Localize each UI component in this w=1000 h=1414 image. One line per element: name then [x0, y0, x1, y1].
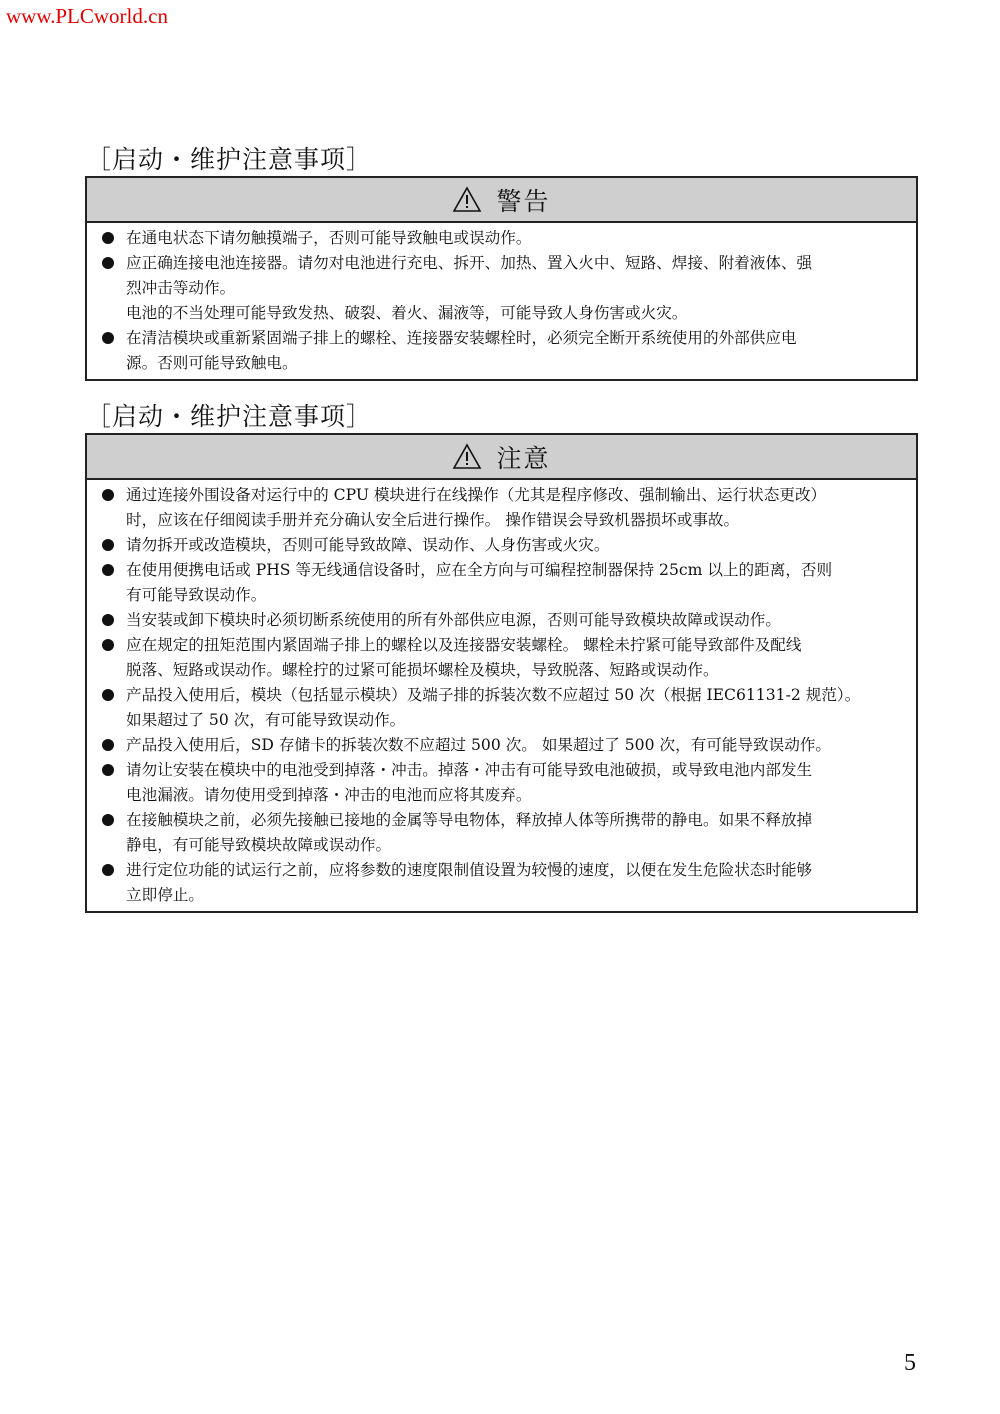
- list-item: [87, 608, 916, 633]
- list-item: [87, 808, 916, 858]
- list-item-line: 在清洁模块或重新紧固端子排上的螺栓、连接器安装螺栓时，必须完全断开系统使用的外部供应电: [126, 329, 797, 347]
- bullet-icon: [102, 814, 114, 826]
- list-item-line: 源。否则可能导致触电。: [126, 354, 298, 372]
- bullet-icon: [102, 639, 114, 651]
- list-item-line: 请勿让安装在模块中的电池受到掉落・冲击。掉落・冲击有可能导致电池破损，或导致电池内部发生: [126, 761, 813, 779]
- warning-header: [87, 178, 916, 223]
- list-item-line: 通过连接外围设备对运行中的 CPU 模块进行在线操作（尤其是程序修改、强制输出、运行状态更改）: [126, 486, 827, 504]
- caution-list: [87, 480, 916, 911]
- bullet-icon: [102, 764, 114, 776]
- warning-list: [87, 223, 916, 379]
- list-item-line: 电池漏液。请勿使用受到掉落・冲击的电池而应将其废弃。: [126, 786, 532, 804]
- list-item: [87, 858, 916, 908]
- bullet-icon: [102, 257, 114, 269]
- list-item-line: 当安装或卸下模块时必须切断系统使用的所有外部供应电源，否则可能导致模块故障或误动作。: [126, 611, 781, 629]
- caution-header-label: 注意: [496, 443, 551, 473]
- list-item-line: 时，应该在仔细阅读手册并充分确认安全后进行操作。 操作错误会导致机器损坏或事故。: [126, 511, 740, 529]
- list-item: [87, 733, 916, 758]
- list-item: [87, 251, 916, 326]
- list-item-line: 应在规定的扭矩范围内紧固端子排上的螺栓以及连接器安装螺栓。 螺栓未拧紧可能导致部件及配线: [126, 636, 802, 654]
- list-item-line: 在接触模块之前，必须先接触已接地的金属等导电物体，释放掉人体等所携带的静电。如果不释放掉: [126, 811, 813, 829]
- list-item: [87, 483, 916, 533]
- list-item: [87, 326, 916, 376]
- page-number: 5: [904, 1350, 916, 1376]
- list-item: [87, 683, 916, 733]
- list-item: [87, 558, 916, 608]
- watermark-text: www.PLCworld.cn: [6, 4, 168, 28]
- bullet-icon: [102, 689, 114, 701]
- bullet-icon: [102, 489, 114, 501]
- bullet-icon: [102, 332, 114, 344]
- list-item-line: 立即停止。: [126, 886, 204, 904]
- list-item-line: 请勿拆开或改造模块，否则可能导致故障、误动作、人身伤害或火灾。: [126, 536, 610, 554]
- bullet-icon: [102, 864, 114, 876]
- warning-box: [85, 176, 918, 381]
- bullet-icon: [102, 739, 114, 751]
- bullet-icon: [102, 232, 114, 244]
- warning-header-label: 警告: [496, 186, 551, 216]
- caution-header: [87, 435, 916, 480]
- list-item-line: 有可能导致误动作。: [126, 586, 267, 604]
- list-item-line: 在通电状态下请勿触摸端子，否则可能导致触电或误动作。: [126, 229, 532, 247]
- list-item-line: 在使用便携电话或 PHS 等无线通信设备时，应在全方向与可编程控制器保持 25cm 以上的距离，否则: [126, 561, 833, 579]
- list-item-line: 静电，有可能导致模块故障或误动作。: [126, 836, 392, 854]
- bullet-icon: [102, 539, 114, 551]
- list-item-line: 电池的不当处理可能导致发热、破裂、着火、漏液等，可能导致人身伤害或火灾。: [126, 304, 688, 322]
- list-item: [87, 226, 916, 251]
- list-item-line: 如果超过了 50 次，有可能导致误动作。: [126, 711, 406, 729]
- list-item-line: 进行定位功能的试运行之前，应将参数的速度限制值设置为较慢的速度，以便在发生危险状态时能够: [126, 861, 813, 879]
- list-item: [87, 758, 916, 808]
- list-item: [87, 533, 916, 558]
- list-item-line: 烈冲击等动作。: [126, 279, 236, 297]
- section-title-caution: ［启动・维护注意事项］: [86, 402, 373, 431]
- section-title-warning: ［启动・维护注意事项］: [86, 145, 373, 174]
- warning-triangle-icon: [452, 443, 482, 470]
- warning-triangle-icon: [452, 186, 482, 213]
- list-item-line: 产品投入使用后，模块（包括显示模块）及端子排的拆装次数不应超过 50 次（根据 IEC61131-2 规范）。: [126, 686, 861, 704]
- list-item-line: 产品投入使用后，SD 存储卡的拆装次数不应超过 500 次。 如果超过了 500 次，有可能导致误动作。: [126, 736, 832, 754]
- caution-box: [85, 433, 918, 913]
- bullet-icon: [102, 564, 114, 576]
- list-item: [87, 633, 916, 683]
- list-item-line: 应正确连接电池连接器。请勿对电池进行充电、拆开、加热、置入火中、短路、焊接、附着液体、强: [126, 254, 813, 272]
- bullet-icon: [102, 614, 114, 626]
- list-item-line: 脱落、短路或误动作。螺栓拧的过紧可能损坏螺栓及模块，导致脱落、短路或误动作。: [126, 661, 719, 679]
